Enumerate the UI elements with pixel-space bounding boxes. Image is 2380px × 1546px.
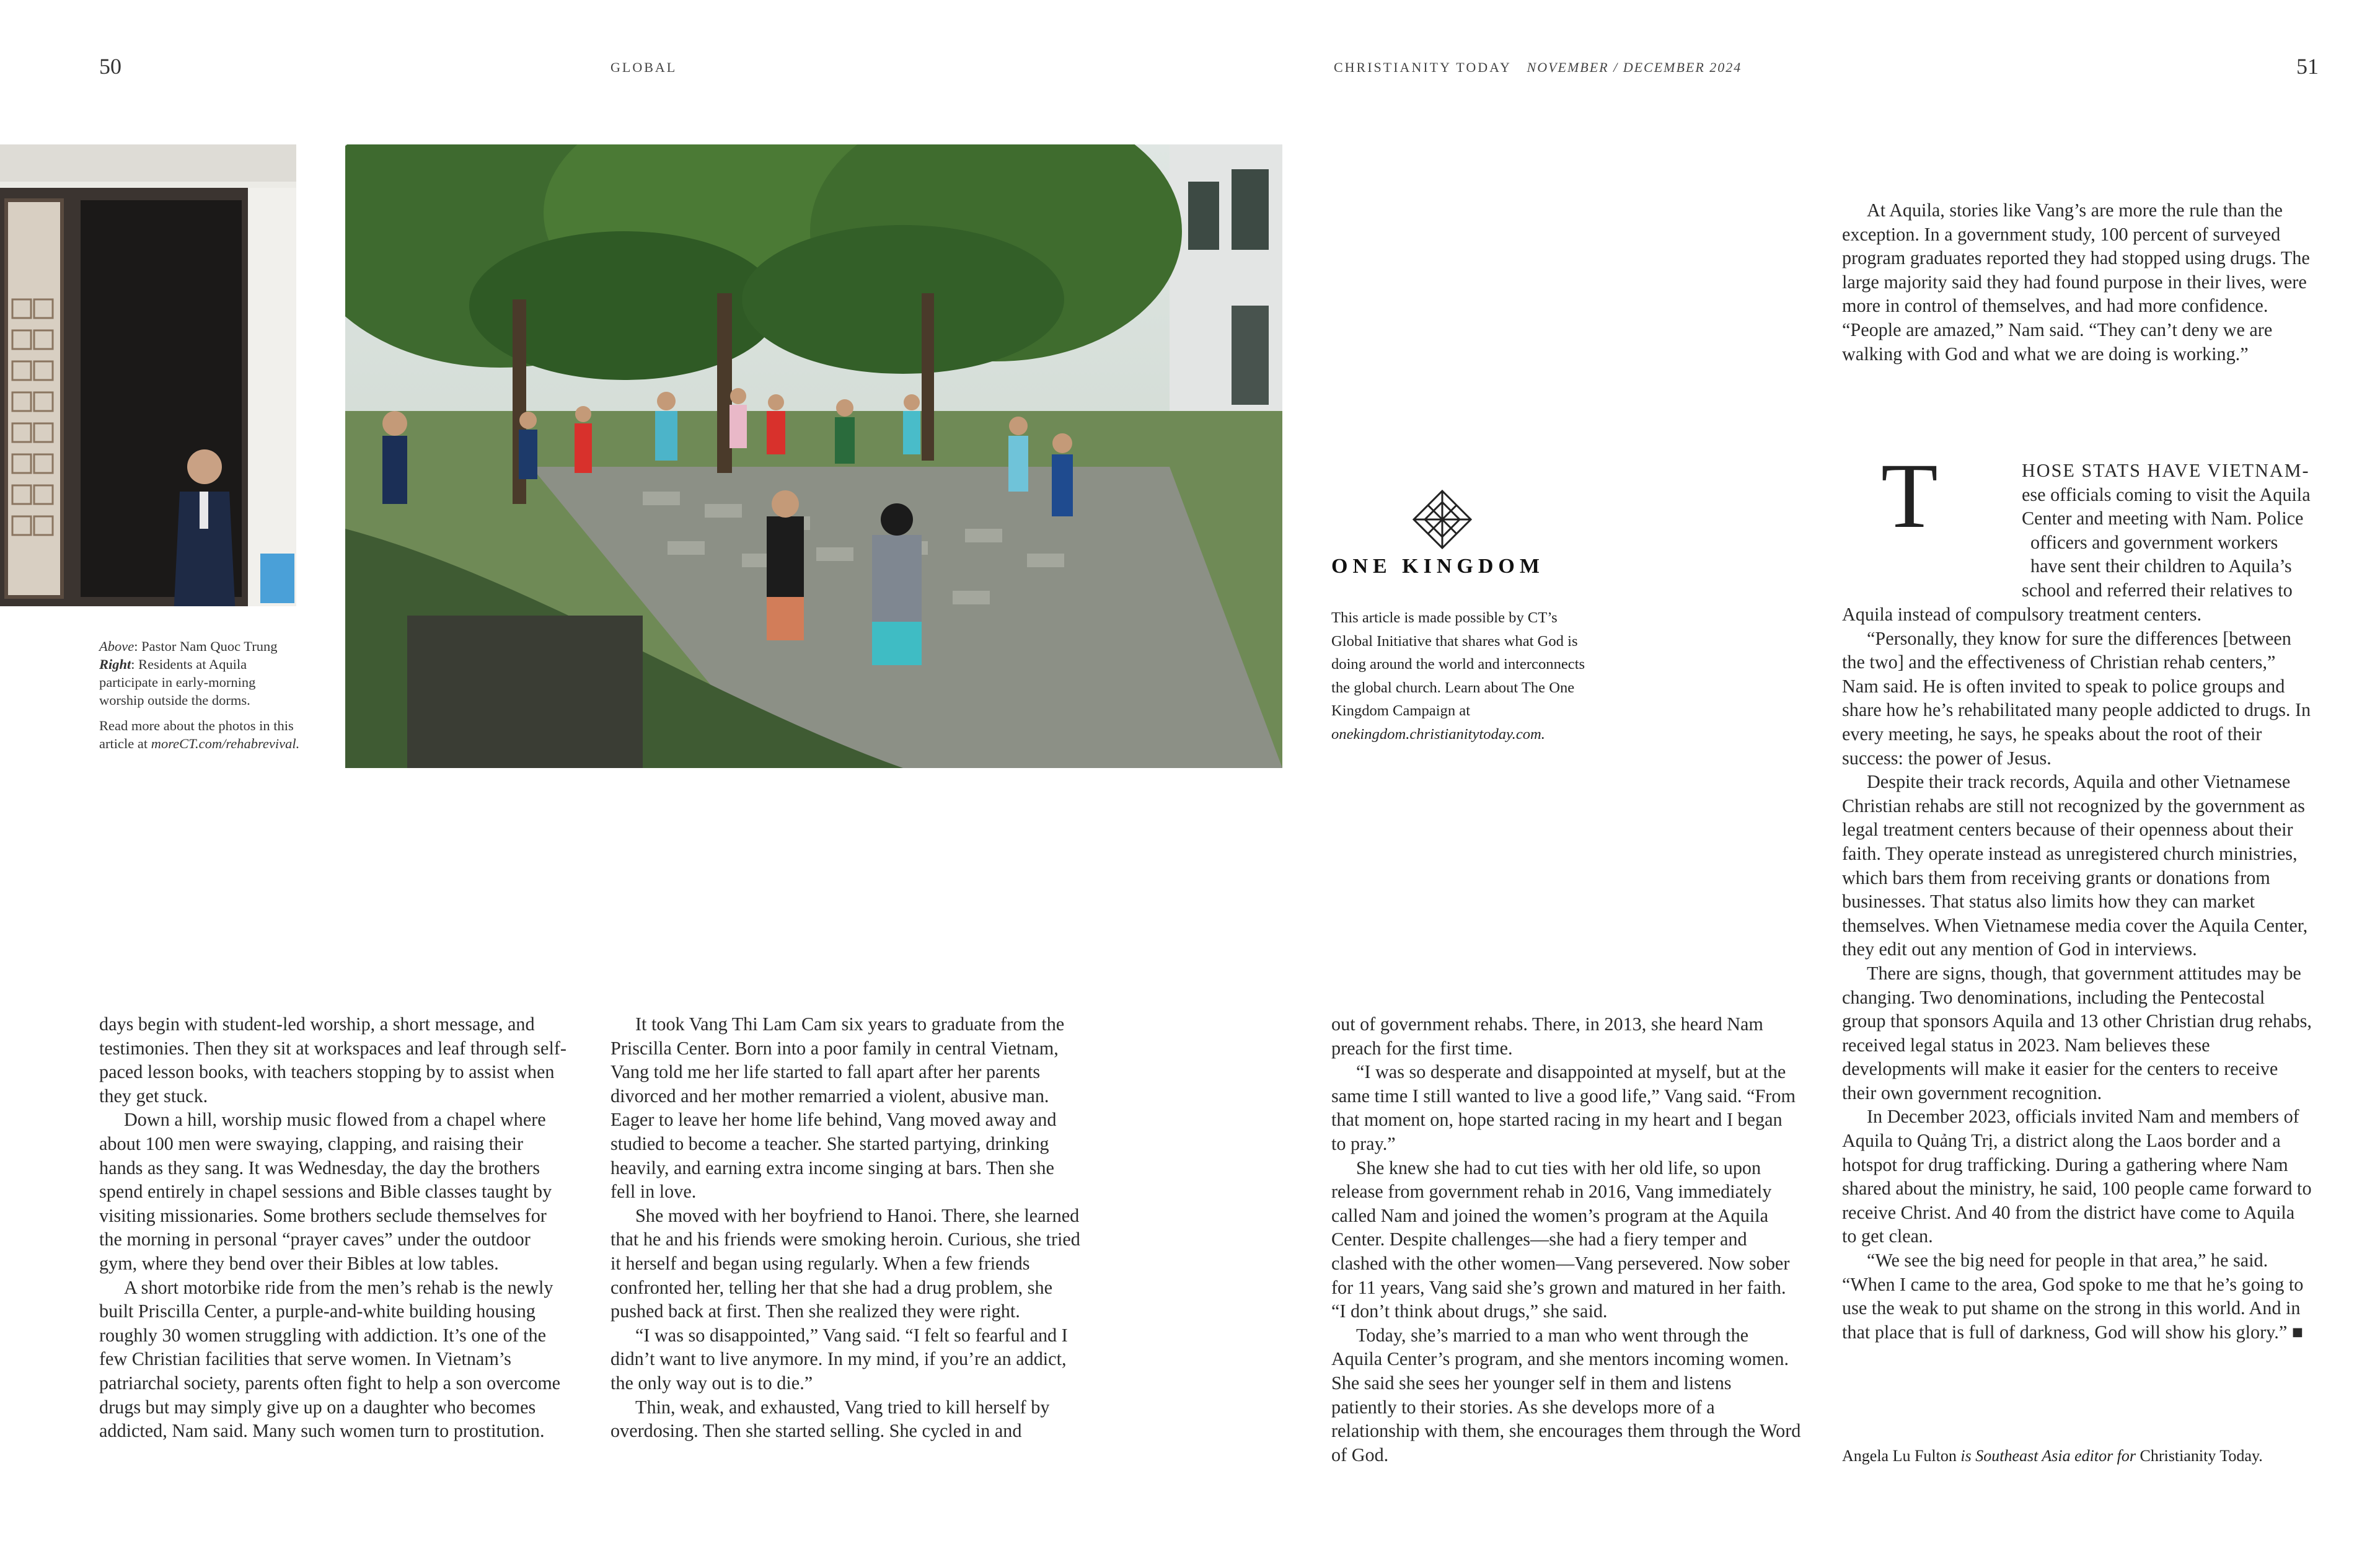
drop-line: have sent their children to Aquila’s [2030, 555, 2292, 577]
caption-right-label: Right [99, 656, 131, 672]
photo-pastor-doorway [0, 144, 296, 606]
author-role: is Southeast Asia editor for [1956, 1447, 2140, 1465]
paragraph: There are signs, though, that government attitudes may be changing. Two denominations, including the Pentecostal group that sponsors Aquila and 13 other Christian drug rehabs, received legal status in 2023. Nam believes these developments will make it easier for the centers to receive their own government recognition. [1842, 962, 2312, 1103]
running-header-right [1334, 60, 1742, 76]
paragraph: Thin, weak, and exhausted, Vang tried to kill herself by overdosing. Then she started selling. She cycled in and [610, 1396, 1050, 1442]
caption-more-link[interactable]: moreCT.com/rehabrevival. [151, 736, 300, 751]
article-column-3 [1331, 1012, 1801, 1467]
one-kingdom-logo [1411, 488, 1473, 550]
paragraph: “We see the big need for people in that area,” he said. “When I came to the area, God spoke to me that he’s going to use the weak to put shame on the strong in this world. And in that place that is full of darkness, God will show his glory.” ■ [1842, 1250, 2304, 1343]
article-column-1 [99, 1012, 569, 1443]
worship-photo-illustration [345, 144, 1282, 768]
paragraph: days begin with student-led worship, a short message, and testimonies. Then they sit at workspaces and leaf through self-paced lesson books, with teachers stopping by to assist when they get stuck. [99, 1014, 566, 1106]
paragraph: She moved with her boyfriend to Hanoi. There, she learned that he and his friends were smoking heroin. Curious, she tried it herself and began using regularly. When a few friends confronted her, telling her that she had a drug problem, she pushed back at first. Then she realized they were right. [610, 1204, 1080, 1322]
paragraph: Today, she’s married to a man who went through the Aquila Center’s program, and she mentors incoming women. She said she sees her younger self in them and listens patiently to their stories. As she develops more of a relationship with them, she encourages them through the Word of God. [1331, 1324, 1801, 1465]
author-publication: Christianity Today. [2140, 1447, 2263, 1465]
drop-line: ese officials coming to visit the Aquila [2022, 484, 2311, 505]
paragraph: “I was so disappointed,” Vang said. “I felt so fearful and I didn’t want to live anymore. In my mind, if you’re an addict, the only way out is to die.” [610, 1324, 1068, 1394]
article-column-4-top [1842, 198, 2312, 366]
article-column-4 [1842, 603, 2312, 1344]
caption-above-text: : Pastor Nam Quoc Trung [134, 638, 278, 654]
paragraph: It took Vang Thi Lam Cam six years to graduate from the Priscilla Center. Born into a poor family in central Vietnam, Vang told me her life started to fall apart after her parents divorced and her mother remarried a violent, abusive man. Eager to leave her home life behind, Vang moved away and studied to become a teacher. She started partying, drinking heavily, and earning extra income singing at bars. Then she fell in love. [610, 1014, 1065, 1203]
photo-caption [99, 637, 304, 760]
paragraph: “I was so desperate and disappointed at myself, but at the same time I still wanted to live a good life,” Vang said. “From that moment on, hope started racing in my heart and I began to pray.” [1331, 1061, 1796, 1154]
publication-name: CHRISTIANITY TODAY [1334, 60, 1512, 75]
sidebar-body-text: This article is made possible by CT’s Global Initiative that shares what God is doing around the world and interconnects the global church. Learn about The One Kingdom Campaign at [1331, 609, 1585, 719]
caption-more-online [99, 717, 304, 753]
caption-right-text: : Residents at Aquila participate in early-morning worship outside the dorms. [99, 656, 256, 708]
article-column-2 [610, 1012, 1080, 1443]
page-number-left: 50 [99, 54, 121, 79]
paragraph: Aquila instead of compulsory treatment centers. [1842, 604, 2202, 625]
issue-date: NOVEMBER / DECEMBER 2024 [1527, 60, 1742, 75]
diamond-lattice-icon [1411, 488, 1473, 550]
pastor-photo-illustration [0, 144, 296, 606]
paragraph: At Aquila, stories like Vang’s are more the rule than the exception. In a government study, 100 percent of surveyed program graduates reported they had stopped using drugs. The large majority said they had found purpose in their lives, were more in control of themselves, and had more confidence. “People are amazed,” Nam said. “They can’t deny we are walking with God and what we are doing is working.” [1842, 200, 2310, 364]
section-label: GLOBAL [610, 60, 677, 75]
page-number-right: 51 [2296, 54, 2319, 79]
drop-line: officers and government workers [2030, 531, 2278, 553]
drop-line: school and referred their relatives to [2022, 579, 2293, 601]
caption-above-label: Above [99, 638, 134, 654]
caption-more-text: Read more about the photos in this article at [99, 718, 294, 751]
paragraph: A short motorbike ride from the men’s rehab is the newly built Priscilla Center, a purple-and-white building housing roughly 30 women struggling with addiction. It’s one of the few Christian facilities that serve women. In Vietnam’s patriarchal society, parents often fight to help a son overcome drugs but may simply give up on a daughter who becomes addicted, Nam said. Many such women turn to prostitution. [99, 1276, 561, 1442]
sidebar-link[interactable]: onekingdom.christianitytoday.com. [1331, 725, 1545, 743]
paragraph: She knew she had to cut ties with her old life, so upon release from government rehab in 2016, Vang immediately called Nam and joined the women’s program at the Aquila Center. Despite challenges—she had a fiery temper and clashed with the other women—Vang persevered. Now sober for 11 years, Vang said she’s grown and matured in her faith. “I don’t think about drugs,” she said. [1331, 1157, 1790, 1322]
caption-photo-credits [99, 637, 304, 709]
drop-line: Center and meeting with Nam. Police [2022, 508, 2304, 529]
paragraph: Despite their track records, Aquila and other Vietnamese Christian rehabs are still not recognized by the government as legal treatment centers because of their openness about their faith. They operate instead as unregistered church ministries, which bars them from receiving grants or donations from businesses. That status also limits how they can market themselves. When Vietnamese media cover the Aquila Center, they edit out any mention of God in interviews. [1842, 771, 2308, 960]
paragraph: In December 2023, officials invited Nam and members of Aquila to Quảng Trị, a district along the Laos border and a hotspot for drug trafficking. During a gathering where Nam shared about the ministry, he said, 100 people came forward to receive Christ. And 40 from the district have come to Aquila to get clean. [1842, 1106, 2312, 1247]
sidebar-title: ONE KINGDOM [1331, 555, 1545, 578]
paragraph: “Personally, they know for sure the differences [between the two] and the effectiveness of Christian rehab centers,” Nam said. He is often invited to speak to police groups and share how he’s rehabilitated many people addicted to drugs. In every meeting, he says, he speaks about the root of their success: the power of Jesus. [1842, 627, 2311, 769]
paragraph: out of government rehabs. There, in 2013, she heard Nam preach for the first time. [1331, 1014, 1763, 1059]
author-name: Angela Lu Fulton [1842, 1447, 1957, 1465]
drop-cap: T [1881, 444, 1938, 547]
author-byline [1842, 1447, 2313, 1465]
drop-cap-lines [2022, 459, 2313, 603]
paragraph: Down a hill, worship music flowed from a chapel where about 100 men were swaying, clapping, and raising their hands as they sang. It was Wednesday, the day the brothers spend entirely in chapel sessions and Bible classes taught by visiting missionaries. Some brothers seclude themselves for the morning in personal “prayer caves” under the outdoor gym, where they bend over their Bibles at low tables. [99, 1109, 552, 1274]
drop-line: HOSE STATS HAVE VIETNAM- [2022, 460, 2310, 481]
photo-outdoor-worship [345, 144, 1282, 768]
sidebar-body [1331, 606, 1592, 746]
